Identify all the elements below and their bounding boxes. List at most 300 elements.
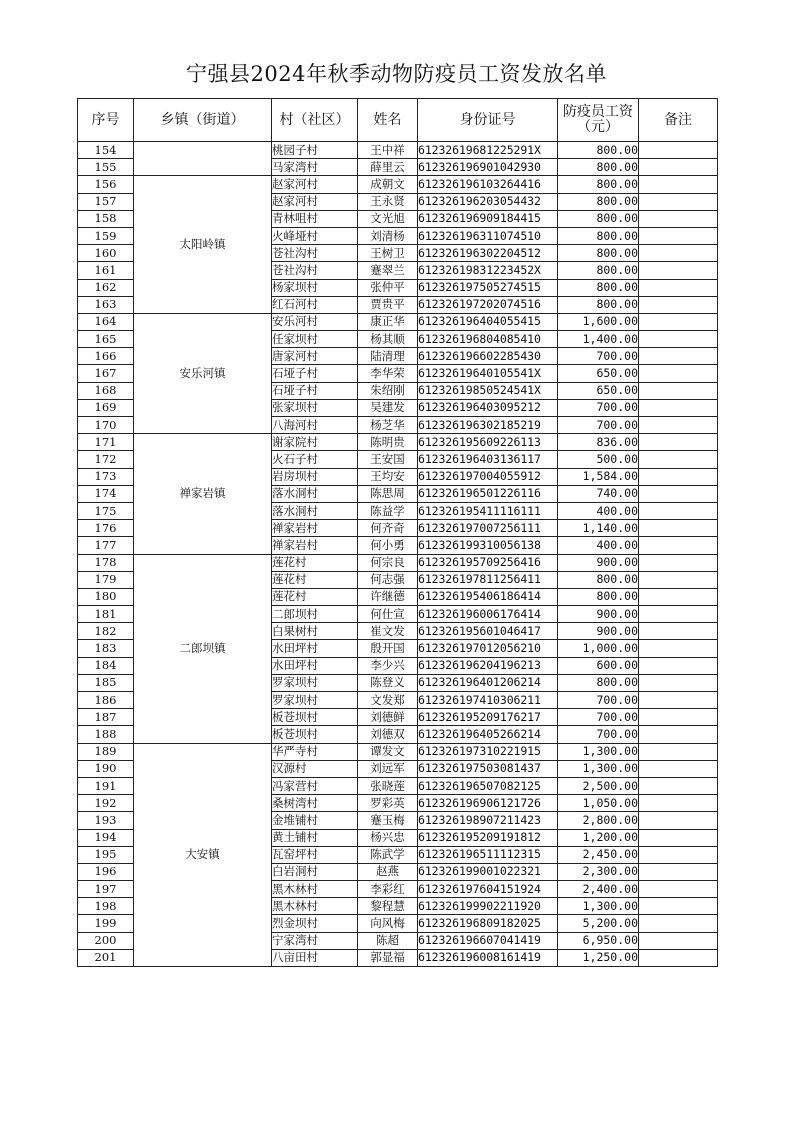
cell-village: 石垭子村 <box>272 365 358 382</box>
cell-no: 157 <box>78 193 134 210</box>
table-row <box>78 176 718 193</box>
cell-amount: 1,140.00 <box>558 520 639 537</box>
cell-amount: 900.00 <box>558 554 639 571</box>
cell-note <box>639 348 718 365</box>
cell-village: 八海河村 <box>272 417 358 434</box>
cell-no: 161 <box>78 262 134 279</box>
cell-name: 陈超 <box>358 932 418 949</box>
cell-amount: 1,250.00 <box>558 949 639 966</box>
cell-name: 陈益学 <box>358 502 418 519</box>
cell-note <box>639 554 718 571</box>
cell-name: 成朝文 <box>358 176 418 193</box>
cell-amount: 1,600.00 <box>558 313 639 330</box>
cell-amount: 800.00 <box>558 159 639 176</box>
cell-name: 王安国 <box>358 451 418 468</box>
cell-id-number: 612326197004055912 <box>418 468 558 485</box>
cell-name: 刘清杨 <box>358 227 418 244</box>
cell-amount: 800.00 <box>558 588 639 605</box>
header-town: 乡镇（街道） <box>134 99 272 142</box>
cell-note <box>639 193 718 210</box>
cell-town: 大安镇 <box>134 743 272 966</box>
cell-note <box>639 777 718 794</box>
cell-no: 162 <box>78 279 134 296</box>
cell-amount: 2,400.00 <box>558 881 639 898</box>
cell-name: 陆清理 <box>358 348 418 365</box>
cell-name: 李少兴 <box>358 657 418 674</box>
cell-note <box>639 520 718 537</box>
cell-name: 贾贵平 <box>358 296 418 313</box>
cell-amount: 6,950.00 <box>558 932 639 949</box>
cell-village: 白岩洞村 <box>272 863 358 880</box>
cell-id-number: 612326196302204512 <box>418 245 558 262</box>
cell-amount: 600.00 <box>558 657 639 674</box>
cell-id-number: 612326196809182025 <box>418 915 558 932</box>
cell-note <box>639 210 718 227</box>
cell-amount: 1,000.00 <box>558 640 639 657</box>
cell-amount: 2,450.00 <box>558 846 639 863</box>
cell-name: 刘德双 <box>358 726 418 743</box>
cell-note <box>639 674 718 691</box>
cell-id-number: 612326196006176414 <box>418 606 558 623</box>
cell-name: 李华荣 <box>358 365 418 382</box>
cell-no: 191 <box>78 777 134 794</box>
cell-amount: 800.00 <box>558 193 639 210</box>
cell-village: 水田坪村 <box>272 657 358 674</box>
table-row <box>78 142 718 159</box>
cell-note <box>639 382 718 399</box>
cell-name: 陈武学 <box>358 846 418 863</box>
cell-note <box>639 537 718 554</box>
cell-town <box>134 142 272 176</box>
cell-id-number: 61232619681225291X <box>418 142 558 159</box>
cell-name: 何仕宣 <box>358 606 418 623</box>
cell-no: 190 <box>78 760 134 777</box>
cell-id-number: 612326196403095212 <box>418 399 558 416</box>
cell-note <box>639 846 718 863</box>
cell-note <box>639 812 718 829</box>
cell-name: 何齐奇 <box>358 520 418 537</box>
cell-id-number: 61232619850524541X <box>418 382 558 399</box>
cell-amount: 400.00 <box>558 537 639 554</box>
cell-note <box>639 623 718 640</box>
cell-name: 黎程慧 <box>358 898 418 915</box>
cell-village: 任家坝村 <box>272 331 358 348</box>
header-note: 备注 <box>639 99 718 142</box>
cell-id-number: 612326196607041419 <box>418 932 558 949</box>
cell-village: 二郎坝村 <box>272 606 358 623</box>
cell-amount: 800.00 <box>558 227 639 244</box>
cell-note <box>639 571 718 588</box>
cell-amount: 800.00 <box>558 279 639 296</box>
cell-note <box>639 795 718 812</box>
cell-id-number: 612326196602285430 <box>418 348 558 365</box>
cell-note <box>639 313 718 330</box>
cell-name: 许继德 <box>358 588 418 605</box>
cell-name: 何宗良 <box>358 554 418 571</box>
cell-town: 禅家岩镇 <box>134 434 272 554</box>
cell-no: 199 <box>78 915 134 932</box>
cell-village: 宁家湾村 <box>272 932 358 949</box>
cell-village: 禅家岩村 <box>272 537 358 554</box>
cell-name: 刘远军 <box>358 760 418 777</box>
header-village: 村（社区） <box>272 99 358 142</box>
header-no: 序号 <box>78 99 134 142</box>
cell-note <box>639 227 718 244</box>
cell-id-number: 612326197310221915 <box>418 743 558 760</box>
cell-note <box>639 606 718 623</box>
cell-village: 岩房坝村 <box>272 468 358 485</box>
cell-no: 172 <box>78 451 134 468</box>
cell-village: 板苍坝村 <box>272 709 358 726</box>
cell-no: 198 <box>78 898 134 915</box>
cell-town: 安乐河镇 <box>134 313 272 433</box>
cell-amount: 800.00 <box>558 142 639 159</box>
cell-name: 杨芝华 <box>358 417 418 434</box>
cell-no: 155 <box>78 159 134 176</box>
cell-note <box>639 726 718 743</box>
cell-amount: 800.00 <box>558 210 639 227</box>
cell-note <box>639 245 718 262</box>
cell-id-number: 612326196403136117 <box>418 451 558 468</box>
document-title: 宁强县2024年秋季动物防疫员工资发放名单 <box>186 62 607 86</box>
cell-note <box>639 709 718 726</box>
cell-amount: 700.00 <box>558 709 639 726</box>
cell-name: 蹇玉梅 <box>358 812 418 829</box>
cell-village: 马家湾村 <box>272 159 358 176</box>
cell-amount: 700.00 <box>558 399 639 416</box>
cell-note <box>639 692 718 709</box>
cell-note <box>639 485 718 502</box>
cell-village: 赵家河村 <box>272 176 358 193</box>
cell-no: 200 <box>78 932 134 949</box>
cell-amount: 650.00 <box>558 382 639 399</box>
cell-note <box>639 331 718 348</box>
cell-id-number: 612326196404055415 <box>418 313 558 330</box>
cell-name: 何小勇 <box>358 537 418 554</box>
cell-name: 朱绍刚 <box>358 382 418 399</box>
cell-village: 谢家院村 <box>272 434 358 451</box>
cell-amount: 700.00 <box>558 348 639 365</box>
cell-no: 158 <box>78 210 134 227</box>
cell-amount: 500.00 <box>558 451 639 468</box>
cell-no: 195 <box>78 846 134 863</box>
cell-note <box>639 829 718 846</box>
cell-id-number: 612326196511112315 <box>418 846 558 863</box>
cell-note <box>639 365 718 382</box>
cell-note <box>639 399 718 416</box>
cell-village: 落水洞村 <box>272 485 358 502</box>
table-body <box>78 142 718 967</box>
cell-no: 159 <box>78 227 134 244</box>
cell-village: 落水洞村 <box>272 502 358 519</box>
cell-id-number: 612326199310056138 <box>418 537 558 554</box>
cell-amount: 2,500.00 <box>558 777 639 794</box>
cell-village: 青林咀村 <box>272 210 358 227</box>
cell-no: 194 <box>78 829 134 846</box>
cell-amount: 900.00 <box>558 606 639 623</box>
cell-no: 180 <box>78 588 134 605</box>
cell-note <box>639 142 718 159</box>
header-amount-line1: 防疫员工资 <box>563 104 633 120</box>
cell-id-number: 612326195709256416 <box>418 554 558 571</box>
cell-no: 171 <box>78 434 134 451</box>
cell-name: 薛里云 <box>358 159 418 176</box>
cell-amount: 1,200.00 <box>558 829 639 846</box>
cell-village: 火峰垭村 <box>272 227 358 244</box>
cell-no: 173 <box>78 468 134 485</box>
cell-village: 黄土铺村 <box>272 829 358 846</box>
header-id: 身份证号 <box>418 99 558 142</box>
cell-id-number: 612326195209191812 <box>418 829 558 846</box>
cell-no: 175 <box>78 502 134 519</box>
cell-id-number: 612326195601046417 <box>418 623 558 640</box>
cell-name: 向风梅 <box>358 915 418 932</box>
cell-no: 182 <box>78 623 134 640</box>
wage-table <box>77 98 718 967</box>
cell-no: 167 <box>78 365 134 382</box>
cell-name: 刘德鲜 <box>358 709 418 726</box>
cell-village: 华严寺村 <box>272 743 358 760</box>
cell-note <box>639 898 718 915</box>
cell-note <box>639 863 718 880</box>
cell-amount: 800.00 <box>558 674 639 691</box>
cell-id-number: 61232619640105541X <box>418 365 558 382</box>
cell-name: 张晓莲 <box>358 777 418 794</box>
cell-village: 黑木林村 <box>272 881 358 898</box>
cell-village: 汉源村 <box>272 760 358 777</box>
cell-village: 杨家坝村 <box>272 279 358 296</box>
cell-amount: 800.00 <box>558 245 639 262</box>
cell-town: 太阳岭镇 <box>134 176 272 314</box>
table-row <box>78 434 718 451</box>
cell-amount: 650.00 <box>558 365 639 382</box>
cell-village: 瓦窑坪村 <box>272 846 358 863</box>
cell-no: 174 <box>78 485 134 502</box>
cell-no: 189 <box>78 743 134 760</box>
cell-id-number: 612326195406186414 <box>418 588 558 605</box>
cell-id-number: 612326197503081437 <box>418 760 558 777</box>
cell-no: 187 <box>78 709 134 726</box>
cell-note <box>639 743 718 760</box>
cell-note <box>639 451 718 468</box>
cell-name: 郭显福 <box>358 949 418 966</box>
cell-village: 苍社沟村 <box>272 262 358 279</box>
cell-id-number: 612326196405266214 <box>418 726 558 743</box>
cell-village: 桃园子村 <box>272 142 358 159</box>
header-amount <box>558 99 639 142</box>
cell-town: 二郎坝镇 <box>134 554 272 743</box>
cell-id-number: 612326199001022321 <box>418 863 558 880</box>
cell-id-number: 612326195411116111 <box>418 502 558 519</box>
cell-id-number: 612326196909184415 <box>418 210 558 227</box>
header-name: 姓名 <box>358 99 418 142</box>
cell-id-number: 612326195209176217 <box>418 709 558 726</box>
cell-no: 179 <box>78 571 134 588</box>
cell-village: 罗家坝村 <box>272 692 358 709</box>
table-row <box>78 313 718 330</box>
cell-id-number: 612326196302185219 <box>418 417 558 434</box>
cell-no: 197 <box>78 881 134 898</box>
cell-name: 陈思周 <box>358 485 418 502</box>
cell-id-number: 612326199902211920 <box>418 898 558 915</box>
cell-name: 陈登义 <box>358 674 418 691</box>
cell-village: 莲花村 <box>272 588 358 605</box>
cell-village: 烈金坝村 <box>272 915 358 932</box>
cell-village: 赵家河村 <box>272 193 358 210</box>
cell-amount: 2,300.00 <box>558 863 639 880</box>
cell-name: 赵燕 <box>358 863 418 880</box>
cell-note <box>639 176 718 193</box>
table-row <box>78 743 718 760</box>
cell-no: 177 <box>78 537 134 554</box>
cell-amount: 700.00 <box>558 726 639 743</box>
cell-name: 张仲平 <box>358 279 418 296</box>
cell-village: 八亩田村 <box>272 949 358 966</box>
cell-no: 192 <box>78 795 134 812</box>
cell-no: 164 <box>78 313 134 330</box>
cell-no: 160 <box>78 245 134 262</box>
cell-name: 王均安 <box>358 468 418 485</box>
cell-village: 莲花村 <box>272 571 358 588</box>
cell-no: 196 <box>78 863 134 880</box>
cell-no: 193 <box>78 812 134 829</box>
cell-note <box>639 588 718 605</box>
cell-village: 禅家岩村 <box>272 520 358 537</box>
cell-village: 红石河村 <box>272 296 358 313</box>
cell-id-number: 612326197202074516 <box>418 296 558 313</box>
cell-name: 殷开国 <box>358 640 418 657</box>
cell-id-number: 612326196204196213 <box>418 657 558 674</box>
cell-no: 156 <box>78 176 134 193</box>
cell-id-number: 612326196901042930 <box>418 159 558 176</box>
cell-name: 崔文发 <box>358 623 418 640</box>
cell-village: 水田坪村 <box>272 640 358 657</box>
cell-id-number: 612326196008161419 <box>418 949 558 966</box>
cell-amount: 2,800.00 <box>558 812 639 829</box>
cell-no: 184 <box>78 657 134 674</box>
cell-village: 苍社沟村 <box>272 245 358 262</box>
cell-no: 186 <box>78 692 134 709</box>
cell-amount: 1,300.00 <box>558 743 639 760</box>
cell-amount: 700.00 <box>558 417 639 434</box>
cell-no: 163 <box>78 296 134 313</box>
table-row <box>78 554 718 571</box>
cell-no: 176 <box>78 520 134 537</box>
cell-no: 154 <box>78 142 134 159</box>
cell-id-number: 612326196804085410 <box>418 331 558 348</box>
cell-village: 桑树湾村 <box>272 795 358 812</box>
cell-id-number: 612326196401206214 <box>418 674 558 691</box>
cell-amount: 740.00 <box>558 485 639 502</box>
cell-note <box>639 657 718 674</box>
cell-id-number: 612326197505274515 <box>418 279 558 296</box>
cell-no: 169 <box>78 399 134 416</box>
cell-amount: 800.00 <box>558 296 639 313</box>
cell-village: 莲花村 <box>272 554 358 571</box>
cell-village: 石垭子村 <box>272 382 358 399</box>
cell-note <box>639 932 718 949</box>
cell-no: 181 <box>78 606 134 623</box>
cell-no: 166 <box>78 348 134 365</box>
cell-no: 178 <box>78 554 134 571</box>
cell-note <box>639 915 718 932</box>
cell-name: 王中祥 <box>358 142 418 159</box>
cell-amount: 1,300.00 <box>558 760 639 777</box>
cell-note <box>639 468 718 485</box>
cell-amount: 1,050.00 <box>558 795 639 812</box>
cell-name: 李彩红 <box>358 881 418 898</box>
cell-id-number: 612326196203054432 <box>418 193 558 210</box>
table-header-row <box>78 99 718 142</box>
cell-no: 165 <box>78 331 134 348</box>
cell-name: 蹇翠兰 <box>358 262 418 279</box>
cell-no: 201 <box>78 949 134 966</box>
cell-id-number: 612326197007256111 <box>418 520 558 537</box>
header-amount-line2: （元） <box>577 119 619 135</box>
cell-amount: 400.00 <box>558 502 639 519</box>
cell-id-number: 61232619831223452X <box>418 262 558 279</box>
cell-amount: 800.00 <box>558 176 639 193</box>
cell-village: 火石子村 <box>272 451 358 468</box>
cell-amount: 900.00 <box>558 623 639 640</box>
cell-name: 罗彩英 <box>358 795 418 812</box>
cell-no: 188 <box>78 726 134 743</box>
cell-no: 185 <box>78 674 134 691</box>
cell-village: 张家坝村 <box>272 399 358 416</box>
cell-name: 文发郑 <box>358 692 418 709</box>
cell-id-number: 612326197604151924 <box>418 881 558 898</box>
cell-note <box>639 262 718 279</box>
cell-village: 黑木林村 <box>272 898 358 915</box>
cell-id-number: 612326196507082125 <box>418 777 558 794</box>
cell-village: 安乐河村 <box>272 313 358 330</box>
cell-note <box>639 159 718 176</box>
cell-name: 杨其顺 <box>358 331 418 348</box>
cell-id-number: 612326196906121726 <box>418 795 558 812</box>
cell-village: 罗家坝村 <box>272 674 358 691</box>
cell-no: 168 <box>78 382 134 399</box>
cell-name: 康正华 <box>358 313 418 330</box>
cell-note <box>639 881 718 898</box>
cell-amount: 836.00 <box>558 434 639 451</box>
cell-note <box>639 417 718 434</box>
cell-amount: 5,200.00 <box>558 915 639 932</box>
cell-village: 金堆铺村 <box>272 812 358 829</box>
cell-amount: 1,400.00 <box>558 331 639 348</box>
cell-id-number: 612326196311074510 <box>418 227 558 244</box>
cell-note <box>639 279 718 296</box>
cell-id-number: 612326196501226116 <box>418 485 558 502</box>
cell-id-number: 612326198907211423 <box>418 812 558 829</box>
cell-name: 文光旭 <box>358 210 418 227</box>
cell-amount: 1,300.00 <box>558 898 639 915</box>
cell-id-number: 612326196103264416 <box>418 176 558 193</box>
cell-note <box>639 502 718 519</box>
cell-name: 何志强 <box>358 571 418 588</box>
cell-no: 170 <box>78 417 134 434</box>
cell-id-number: 612326195609226113 <box>418 434 558 451</box>
cell-village: 唐家河村 <box>272 348 358 365</box>
cell-name: 陈明贵 <box>358 434 418 451</box>
cell-village: 白果树村 <box>272 623 358 640</box>
cell-note <box>639 949 718 966</box>
cell-note <box>639 296 718 313</box>
cell-no: 183 <box>78 640 134 657</box>
cell-village: 冯家营村 <box>272 777 358 794</box>
cell-name: 吴建发 <box>358 399 418 416</box>
cell-amount: 700.00 <box>558 692 639 709</box>
cell-village: 板苍坝村 <box>272 726 358 743</box>
